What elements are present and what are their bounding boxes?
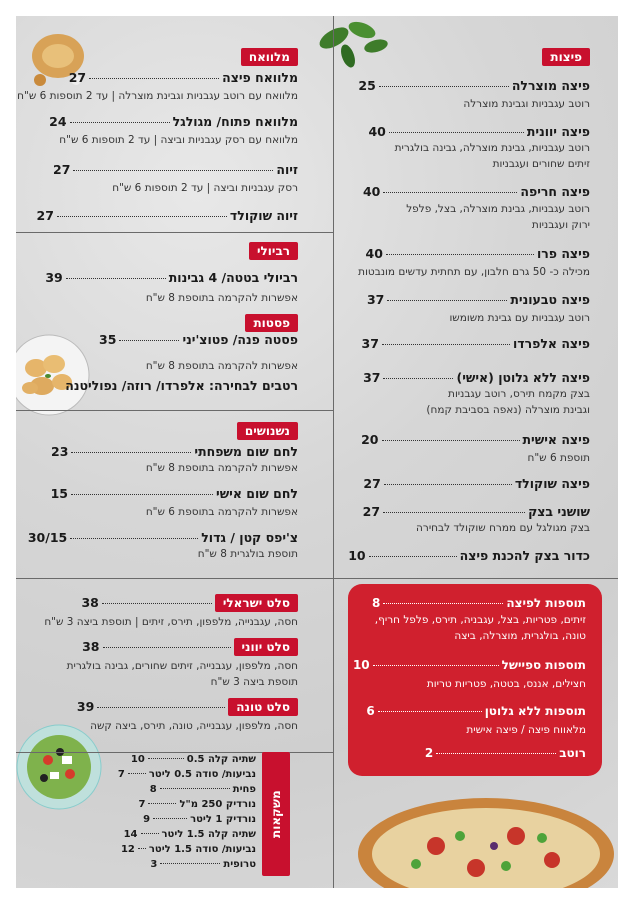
item-description: תוספת בולגרית 8 ש"ח [197, 548, 298, 560]
category-pizzas: פיצות [542, 48, 590, 66]
item-description: מלוואח עם רסק עגבניות וביצה | עד 2 תוספות 6 ש"ח [59, 134, 298, 146]
item-description: בצק מקמח תירס, רוטב עגבניות [448, 388, 590, 400]
category-snacks: נשנושים [237, 422, 298, 440]
item-description: מלוואח עם רוטב עגבניות וגבינת מוצרלה | עד 2 תוספות 6 ש"ח [17, 90, 298, 102]
item-description: רסק עגבניות וביצה | עד 2 תוספות 6 ש"ח [112, 182, 298, 194]
item-description: אפשרות להקרמה בתוספת 8 ש"ח [145, 292, 298, 304]
item-description: וגבינת מוצרלה (נאפה בסביבת קמח) [426, 404, 590, 416]
topping-description: טונה, בולגרית, מוצרלה, ביצה [454, 630, 586, 642]
menu-item: פיצה מוצרלה25 [358, 78, 590, 93]
item-description: אפשרות להקרמה בתוספת 8 ש"ח [145, 360, 298, 372]
menu-item: פיצה פרו40 [365, 246, 590, 261]
category-drinks: משקאות [262, 752, 290, 876]
menu-item: מלוואח פתוח/ מגולגל24 [49, 114, 298, 129]
menu-item: פיצה שוקולד27 [363, 476, 590, 491]
drink-item: נורדיק 1 ליטר9 [143, 814, 256, 825]
menu-item: פסטה פנה/ פטוצ'יני35 [99, 332, 298, 347]
item-description: חסה, מלפפון, עגבנייה, טונה, תירס, ביצה קשה [90, 720, 298, 732]
menu-page [16, 16, 618, 888]
category-malawach: מלוואח [241, 48, 298, 66]
menu-item: כדור בצק להכנת פיצה10 [348, 548, 590, 563]
menu-item: פיצה טבעונית37 [366, 292, 590, 307]
menu-item: זיוה שוקולד27 [36, 208, 298, 223]
basil-leaves-image [312, 16, 396, 76]
menu-item: צ'יפס קטן / גדול30/15 [27, 530, 298, 545]
category-pasta: פסטות [245, 314, 298, 332]
menu-item: רביולי בטטה/ 4 גבינות39 [45, 270, 298, 285]
section-divider [16, 578, 618, 579]
topping-description: זיתים, פטריות, בצל, עגבניה, תירס, פלפל חריף, [374, 614, 586, 626]
menu-item: סלט ישראלי38 [81, 594, 298, 612]
menu-item: סלט יווני38 [82, 638, 298, 656]
item-description: רוטב עגבניות וגבינת מוצרלה [463, 98, 590, 110]
menu-item: סלט טונה39 [77, 698, 298, 716]
category-greek-salad: סלט יווני [234, 638, 299, 656]
menu-item: שושני בצק27 [362, 504, 590, 519]
item-description: תוספת ביצה 3 ש"ח [210, 676, 298, 688]
topping-item: תוספות ספיישל10 [352, 658, 586, 672]
item-description: חסה, עגבנייה, מלפפון, תירס, זיתים | תוספת ביצה 3 ש"ח [44, 616, 298, 628]
item-description: בצק מגולגל עם ממרח שוקולד לבחירה [416, 522, 590, 534]
menu-item: לחם שום אישי15 [50, 486, 298, 501]
section-divider [16, 410, 333, 411]
ravioli-plate-image [16, 334, 90, 416]
section-divider [16, 232, 333, 233]
item-description: מכילה כ- 50 גרם חלבון, עם תחתית עדשים מונבטות [358, 266, 590, 278]
drink-item: נביעות/ סודה 0.5 ליטר7 [117, 769, 256, 780]
item-description: ירוק ועגבניות [531, 219, 590, 231]
pasta-sauces: רטבים לבחירה: אלפרדו/ רוזה/ נפוליטנה [65, 378, 298, 393]
category-ravioli: רביולי [249, 242, 298, 260]
drink-item: נביעות/ סודה 1.5 ליטר12 [120, 844, 256, 855]
drink-item: שתיה קלה 1.5 ליטר14 [123, 829, 256, 840]
item-description: חסה, מלפפון, עגבנייה, זיתים שחורים, גבינה בולגרית [66, 660, 298, 672]
menu-item: פיצה יוונית40 [368, 124, 590, 139]
category-tuna-salad: סלט טונה [228, 698, 298, 716]
item-description: רוטב עגבניות, גבינת מוצרלה, בצל, פלפל [406, 203, 590, 215]
menu-item: זיוה27 [53, 162, 298, 177]
topping-description: מלאווח פיצה / פיצה אישית [466, 724, 586, 736]
drink-item: נורדיק 250 מ"ל7 [138, 799, 256, 810]
column-divider [333, 16, 334, 576]
item-description: אפשרות להקרמה בתוספת 8 ש"ח [145, 462, 298, 474]
item-description: רוטב עגבניות, גבינת מוצרלה, גבינה בולגרית [394, 142, 590, 154]
item-description: אפשרות להקרמה בתוספת 6 ש"ח [145, 506, 298, 518]
drink-item: שתיה קלה 0.510 [130, 754, 256, 765]
topping-item: תוספות ללא גלוטן6 [366, 704, 586, 718]
item-description: רוטב עגבניות עם גבינת משומשו [449, 312, 590, 324]
item-description: זיתים שחורים ועגבניות [492, 158, 590, 170]
column-divider [333, 576, 334, 888]
menu-item: מלוואח פיצה27 [68, 70, 298, 85]
topping-description: חצילים, אננס, בטטה, פטריות טריות [426, 678, 586, 690]
drink-item: פחית8 [149, 784, 256, 795]
topping-item: רוטב2 [424, 746, 586, 760]
category-israeli-salad: סלט ישראלי [215, 594, 298, 612]
menu-item: פיצה חריפה40 [362, 184, 590, 199]
menu-item: פיצה אלפרדו37 [361, 336, 590, 351]
pizza-image [356, 782, 618, 888]
drink-item: טרופית3 [150, 859, 256, 870]
salad-plate-image [16, 722, 104, 812]
menu-item: לחם שום משפחתי23 [51, 444, 298, 459]
menu-item: פיצה אישית20 [361, 432, 590, 447]
topping-item: תוספות לפיצה8 [372, 596, 586, 610]
item-description: תוספת 6 ש"ח [527, 452, 590, 464]
menu-item: פיצה ללא גלוטן (אישי)37 [363, 370, 590, 385]
